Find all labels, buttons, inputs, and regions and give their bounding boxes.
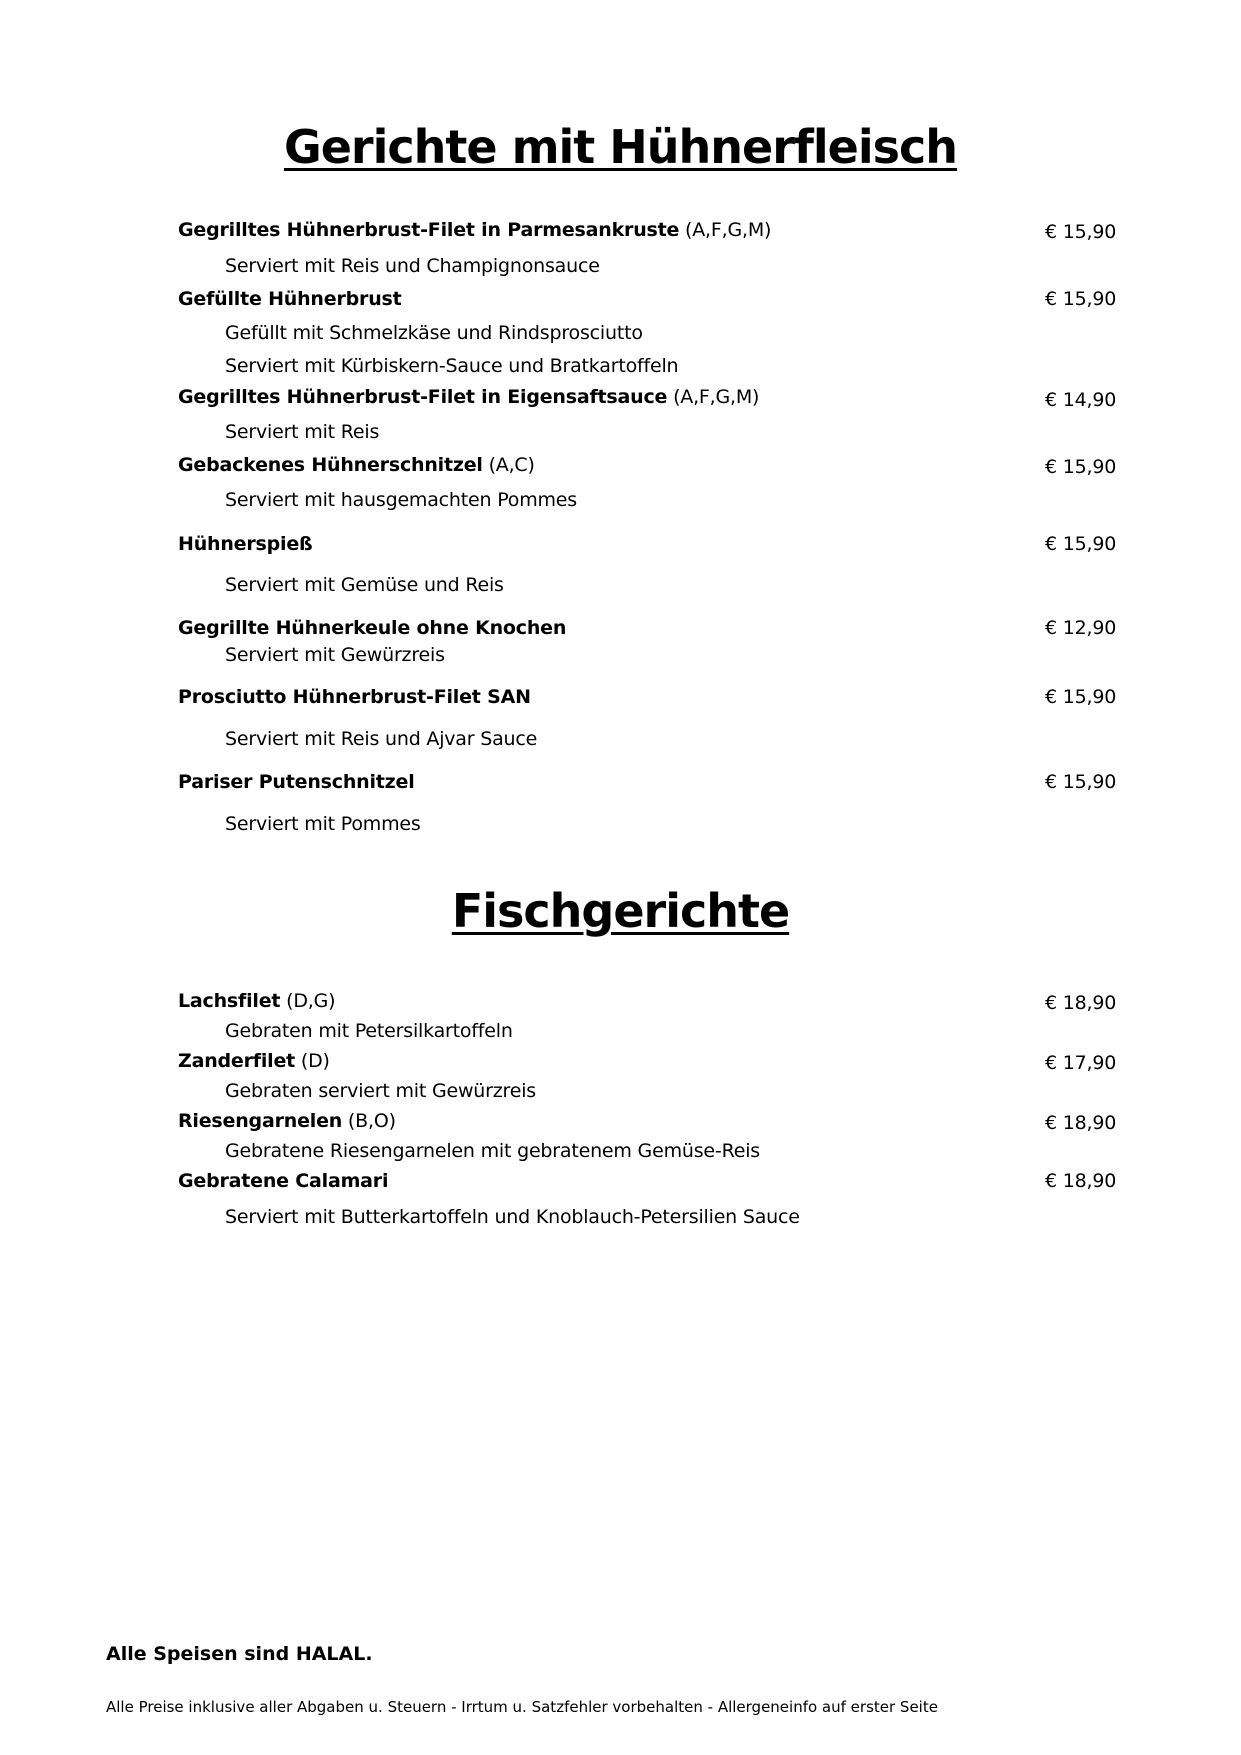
menu-item-description: Serviert mit hausgemachten Pommes [225, 489, 577, 511]
menu-item-description: Gebraten mit Petersilkartoffeln [225, 1020, 513, 1042]
menu-item-description: Serviert mit Kürbiskern-Sauce und Bratkartoffeln [225, 355, 679, 377]
menu-item-name: Pariser Putenschnitzel [178, 771, 415, 793]
allergen-codes: (A,F,G,M) [667, 386, 760, 408]
menu-item-description: Serviert mit Pommes [225, 813, 421, 835]
footer-disclaimer: Alle Preise inklusive aller Abgaben u. Steuern - Irrtum u. Satzfehler vorbehalten - Allergeneinfo auf erster Seite [106, 1698, 938, 1716]
menu-item-price: € 15,90 [1045, 533, 1117, 555]
menu-item-price: € 18,90 [1045, 1170, 1117, 1192]
menu-item-price: € 15,90 [1045, 456, 1117, 478]
allergen-codes: (D,G) [280, 990, 336, 1012]
menu-item-price: € 15,90 [1045, 221, 1117, 243]
menu-item-description: Serviert mit Butterkartoffeln und Knoblauch-Petersilien Sauce [225, 1206, 800, 1228]
menu-item-description: Gebratene Riesengarnelen mit gebratenem Gemüse-Reis [225, 1140, 760, 1162]
menu-item-price: € 15,90 [1045, 771, 1117, 793]
halal-note: Alle Speisen sind HALAL. [106, 1643, 373, 1665]
menu-item-name: Lachsfilet (D,G) [178, 990, 336, 1012]
menu-item-name: Gebratene Calamari [178, 1170, 389, 1192]
menu-item-name: Hühnerspieß [178, 533, 313, 555]
menu-item-price: € 14,90 [1045, 389, 1117, 411]
menu-item-price: € 12,90 [1045, 617, 1117, 639]
menu-item-description: Serviert mit Gewürzreis [225, 644, 445, 666]
section-title-chicken: Gerichte mit Hühnerfleisch [283, 120, 958, 174]
menu-item-description: Serviert mit Reis und Ajvar Sauce [225, 728, 538, 750]
menu-item-name: Gebackenes Hühnerschnitzel (A,C) [178, 454, 535, 476]
allergen-codes: (D) [295, 1050, 330, 1072]
allergen-codes: (A,F,G,M) [679, 219, 772, 241]
menu-item-name: Gegrillte Hühnerkeule ohne Knochen [178, 617, 567, 639]
menu-item-name: Gefüllte Hühnerbrust [178, 288, 402, 310]
menu-item-description: Serviert mit Reis [225, 421, 380, 443]
menu-item-price: € 15,90 [1045, 288, 1117, 310]
menu-item-description: Gefüllt mit Schmelzkäse und Rindsprosciutto [225, 322, 643, 344]
menu-item-description: Serviert mit Gemüse und Reis [225, 574, 504, 596]
section-title-fish: Fischgerichte [451, 884, 790, 938]
menu-item-name: Prosciutto Hühnerbrust-Filet SAN [178, 686, 531, 708]
menu-item-description: Serviert mit Reis und Champignonsauce [225, 255, 600, 277]
menu-item-price: € 18,90 [1045, 1112, 1117, 1134]
menu-item-price: € 15,90 [1045, 686, 1117, 708]
menu-item-price: € 18,90 [1045, 992, 1117, 1014]
allergen-codes: (A,C) [482, 454, 535, 476]
menu-item-description: Gebraten serviert mit Gewürzreis [225, 1080, 536, 1102]
allergen-codes: (B,O) [342, 1110, 396, 1132]
menu-item-price: € 17,90 [1045, 1052, 1117, 1074]
menu-item-name: Gegrilltes Hühnerbrust-Filet in Eigensaftsauce (A,F,G,M) [178, 386, 760, 408]
menu-item-name: Riesengarnelen (B,O) [178, 1110, 396, 1132]
menu-item-name: Zanderfilet (D) [178, 1050, 330, 1072]
menu-item-name: Gegrilltes Hühnerbrust-Filet in Parmesankruste (A,F,G,M) [178, 219, 772, 241]
